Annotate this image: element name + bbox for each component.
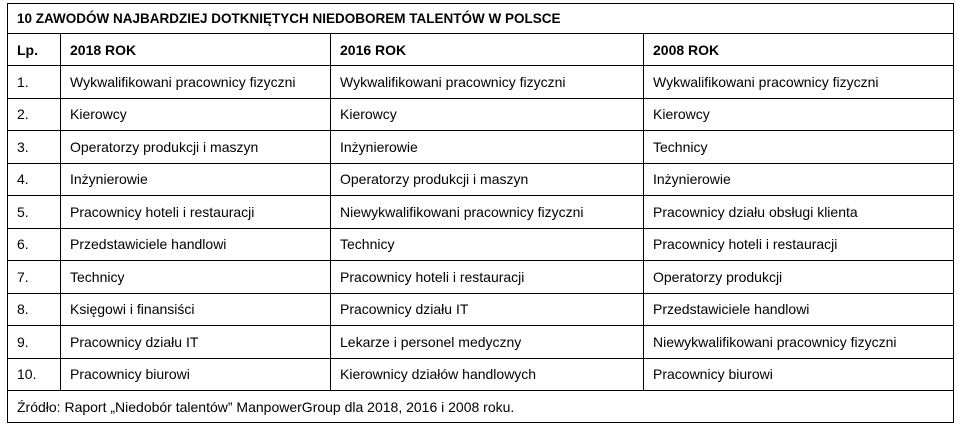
talent-shortage-table-container [7, 3, 953, 423]
row-number: 1. [8, 66, 61, 99]
table-row [8, 66, 954, 99]
row-number: 4. [8, 163, 61, 196]
cell-2016: Niewykwalifikowani pracownicy fizyczni [331, 196, 644, 229]
cell-2018: Inżynierowie [61, 163, 331, 196]
cell-2016: Kierownicy działów handlowych [331, 358, 644, 391]
cell-2008: Inżynierowie [644, 163, 954, 196]
table-row [8, 358, 954, 391]
row-number: 8. [8, 293, 61, 326]
cell-2018: Pracownicy działu IT [61, 326, 331, 359]
cell-2008: Operatorzy produkcji [644, 261, 954, 294]
table-row [8, 131, 954, 164]
cell-2016: Lekarze i personel medyczny [331, 326, 644, 359]
cell-2018: Pracownicy biurowi [61, 358, 331, 391]
cell-2008: Kierowcy [644, 98, 954, 131]
cell-2018: Księgowi i finansiści [61, 293, 331, 326]
row-number: 3. [8, 131, 61, 164]
talent-shortage-table [7, 3, 954, 423]
cell-2008: Pracownicy hoteli i restauracji [644, 228, 954, 261]
row-number: 7. [8, 261, 61, 294]
table-row [8, 98, 954, 131]
cell-2008: Niewykwalifikowani pracownicy fizyczni [644, 326, 954, 359]
row-number: 2. [8, 98, 61, 131]
cell-2016: Technicy [331, 228, 644, 261]
row-number: 5. [8, 196, 61, 229]
table-title-row [8, 4, 954, 34]
source-note: Źródło: Raport „Niedobór talentów” ManpowerGroup dla 2018, 2016 i 2008 roku. [8, 391, 954, 423]
table-row [8, 228, 954, 261]
row-number: 10. [8, 358, 61, 391]
cell-2016: Inżynierowie [331, 131, 644, 164]
cell-2016: Pracownicy działu IT [331, 293, 644, 326]
cell-2018: Przedstawiciele handlowi [61, 228, 331, 261]
table-row [8, 261, 954, 294]
source-row [8, 391, 954, 423]
cell-2016: Wykwalifikowani pracownicy fizyczni [331, 66, 644, 99]
cell-2016: Kierowcy [331, 98, 644, 131]
cell-2008: Wykwalifikowani pracownicy fizyczni [644, 66, 954, 99]
table-row [8, 163, 954, 196]
cell-2018: Kierowcy [61, 98, 331, 131]
header-2016: 2016 ROK [331, 34, 644, 66]
cell-2018: Operatorzy produkcji i maszyn [61, 131, 331, 164]
header-2018: 2018 ROK [61, 34, 331, 66]
cell-2016: Operatorzy produkcji i maszyn [331, 163, 644, 196]
table-row [8, 196, 954, 229]
header-row [8, 34, 954, 66]
cell-2018: Wykwalifikowani pracownicy fizyczni [61, 66, 331, 99]
cell-2018: Technicy [61, 261, 331, 294]
table-row [8, 326, 954, 359]
cell-2008: Przedstawiciele handlowi [644, 293, 954, 326]
table-row [8, 293, 954, 326]
cell-2008: Technicy [644, 131, 954, 164]
row-number: 6. [8, 228, 61, 261]
cell-2008: Pracownicy działu obsługi klienta [644, 196, 954, 229]
row-number: 9. [8, 326, 61, 359]
header-lp: Lp. [8, 34, 61, 66]
cell-2008: Pracownicy biurowi [644, 358, 954, 391]
cell-2016: Pracownicy hoteli i restauracji [331, 261, 644, 294]
table-title: 10 ZAWODÓW NAJBARDZIEJ DOTKNIĘTYCH NIEDOBOREM TALENTÓW W POLSCE [8, 4, 954, 34]
header-2008: 2008 ROK [644, 34, 954, 66]
cell-2018: Pracownicy hoteli i restauracji [61, 196, 331, 229]
